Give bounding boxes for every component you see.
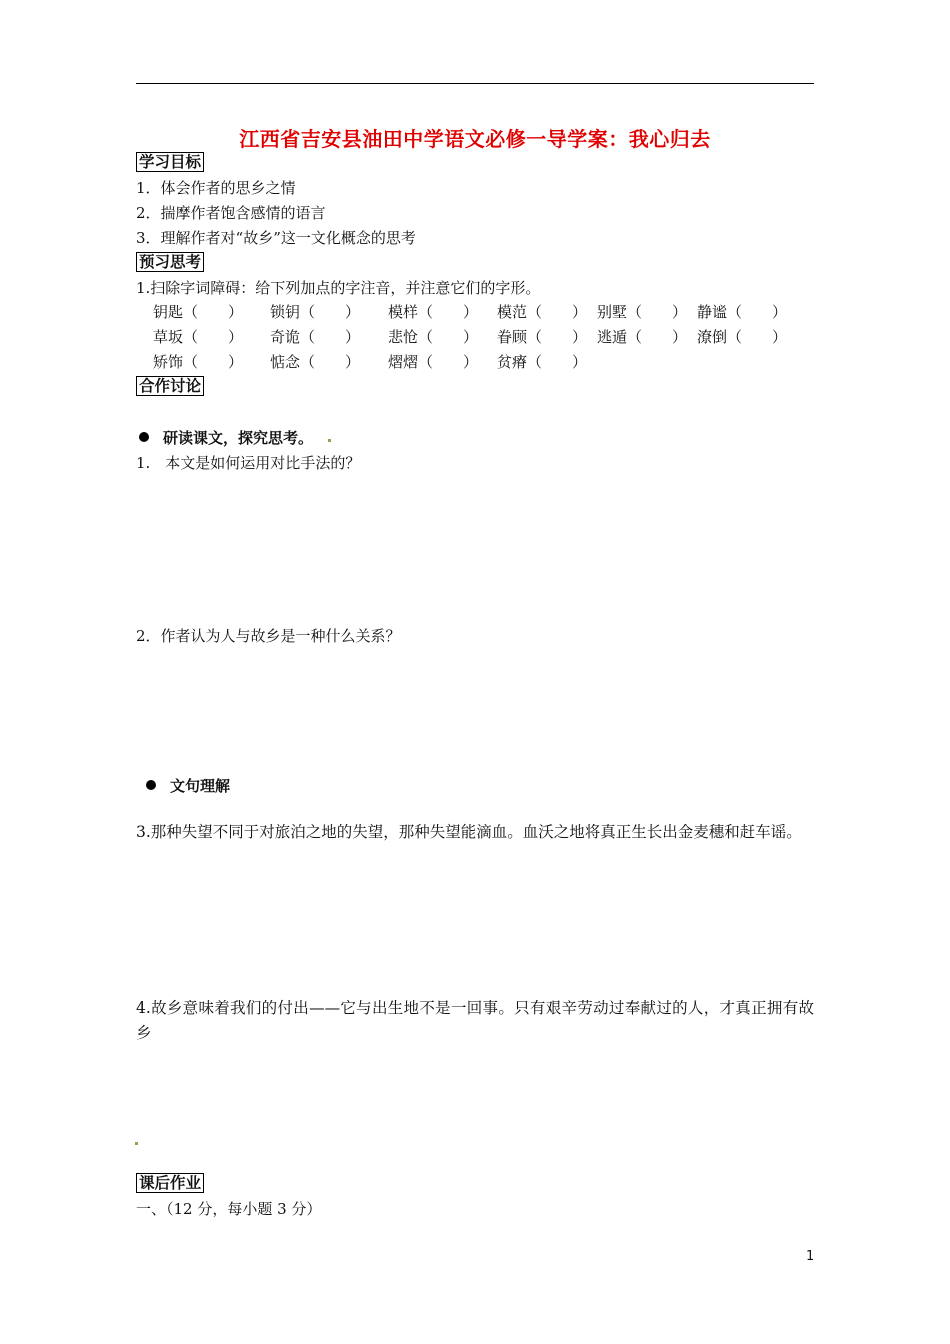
question-2: 2．作者认为人与故乡是一种什么关系？ bbox=[136, 627, 401, 645]
section-heading-goals: 学习目标 bbox=[136, 152, 204, 172]
bullet-heading-text: 研读课文，探究思考。 bbox=[163, 429, 314, 447]
scan-speck bbox=[135, 1142, 138, 1145]
section-heading-discussion: 合作讨论 bbox=[136, 376, 204, 396]
vocab-item: 模样（ ） bbox=[388, 303, 479, 321]
vocab-item: 静谧（ ） bbox=[697, 303, 788, 321]
vocab-item: 熠熠（ ） bbox=[388, 353, 479, 371]
vocab-item: 贫瘠（ ） bbox=[497, 353, 588, 371]
vocab-item: 模范（ ） bbox=[497, 303, 588, 321]
vocab-item: 草坂（ ） bbox=[153, 328, 244, 346]
vocab-item: 眷顾（ ） bbox=[497, 328, 588, 346]
bullet-icon bbox=[146, 780, 156, 790]
section-heading-homework: 课后作业 bbox=[136, 1173, 204, 1193]
vocab-item: 逃遁（ ） bbox=[597, 328, 688, 346]
goal-item-2: 2．揣摩作者饱含感情的语言 bbox=[136, 204, 326, 222]
section-heading-preview: 预习思考 bbox=[136, 252, 204, 272]
question-4: 4.故乡意味着我们的付出——它与出生地不是一回事。只有艰辛劳动过奉献过的人，才真正拥有故乡 bbox=[136, 999, 814, 1042]
page-number: 1 bbox=[806, 1249, 815, 1264]
bullet-heading-text: 文句理解 bbox=[170, 777, 231, 795]
vocab-item: 潦倒（ ） bbox=[697, 328, 788, 346]
question-1: 1. 本文是如何运用对比手法的？ bbox=[136, 454, 361, 472]
scan-speck bbox=[328, 439, 331, 442]
goal-item-1: 1．体会作者的思乡之情 bbox=[136, 179, 296, 197]
bullet-icon bbox=[139, 432, 149, 442]
homework-item: 一、（12 分，每小题 3 分） bbox=[136, 1200, 322, 1218]
bullet-heading-sentence bbox=[146, 775, 230, 796]
question-3: 3.那种失望不同于对旅泊之地的失望，那种失望能滴血。血沃之地将真正生长出金麦穗和赶车谣。 bbox=[136, 823, 802, 841]
vocab-item: 矫饰（ ） bbox=[153, 353, 244, 371]
vocab-item: 钥匙（ ） bbox=[153, 303, 244, 321]
goal-item-3: 3．理解作者对“故乡”这一文化概念的思考 bbox=[136, 229, 416, 247]
preview-instruction: 1.扫除字词障碍：给下列加点的字注音，并注意它们的字形。 bbox=[136, 279, 541, 297]
header-rule bbox=[136, 83, 814, 84]
vocab-item: 奇诡（ ） bbox=[270, 328, 361, 346]
document-title: 江西省吉安县油田中学语文必修一导学案：我心归去 bbox=[239, 127, 711, 151]
vocab-item: 惦念（ ） bbox=[270, 353, 361, 371]
vocab-item: 别墅（ ） bbox=[597, 303, 688, 321]
vocab-item: 锁钥（ ） bbox=[270, 303, 361, 321]
bullet-heading-study bbox=[139, 427, 313, 448]
vocab-item: 悲怆（ ） bbox=[388, 328, 479, 346]
